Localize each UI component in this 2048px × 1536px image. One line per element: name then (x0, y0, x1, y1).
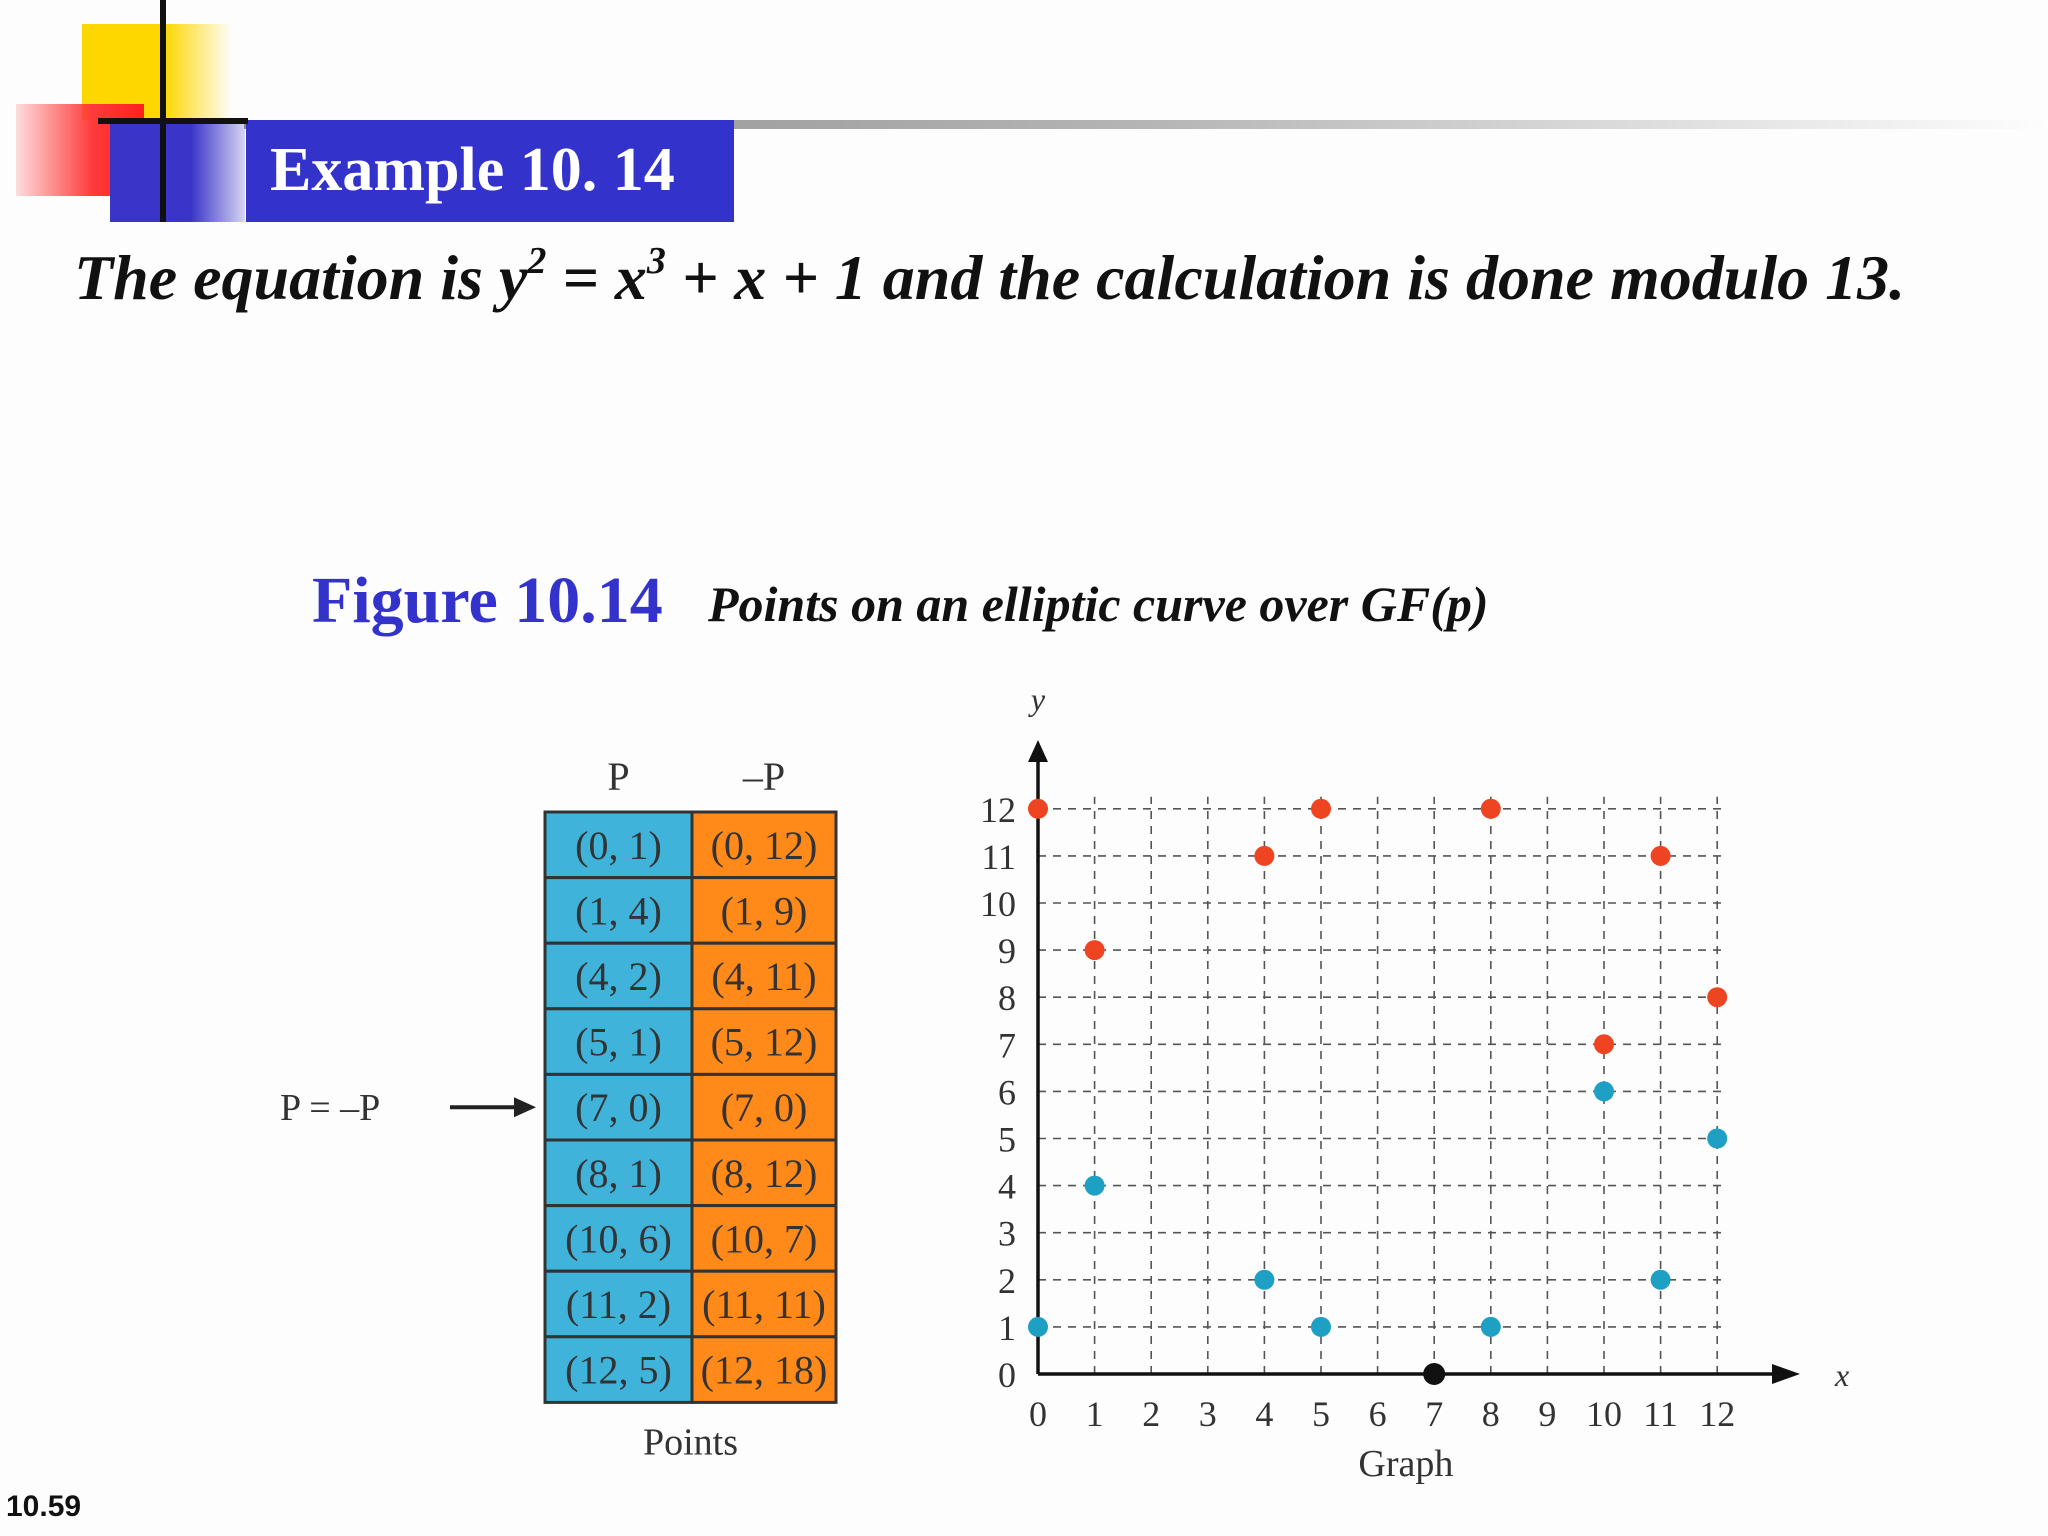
equation-mid: = x (546, 242, 647, 313)
x-tick-label: 0 (1029, 1394, 1047, 1434)
y-tick-label: 2 (998, 1260, 1016, 1301)
arrow-head (514, 1097, 536, 1117)
point-neg-p (1651, 846, 1671, 866)
table-cell-neg-p-text: (5, 12) (710, 1019, 818, 1065)
x-tick-label: 2 (1142, 1394, 1161, 1434)
y-tick-label: 8 (998, 978, 1016, 1019)
y-tick-label: 4 (998, 1166, 1016, 1207)
point-neg-p (1028, 799, 1048, 819)
y-tick-label: 9 (998, 931, 1016, 972)
point-neg-p (1707, 987, 1727, 1007)
table-cell-neg-p-text: (8, 12) (710, 1150, 818, 1196)
y-axis-arrow (1028, 740, 1048, 762)
table-cell-p-text: (10, 6) (565, 1216, 672, 1262)
x-tick-label: 9 (1538, 1394, 1557, 1434)
table-header-neg-p: –P (742, 754, 786, 799)
y-axis-label: y (1030, 681, 1046, 717)
table-cell-p-text: (12, 5) (565, 1347, 672, 1393)
points-graph (980, 681, 1849, 1485)
point-p (1707, 1129, 1727, 1149)
y-tick-label: 6 (998, 1072, 1016, 1113)
table-cell-p-text: (8, 1) (575, 1150, 662, 1196)
slide-number: 10.59 (6, 1490, 82, 1523)
y-tick-label: 0 (998, 1355, 1016, 1395)
point-neg-p (1311, 799, 1331, 819)
point-neg-p (1594, 1034, 1614, 1054)
figure-label: Figure 10.14 (312, 564, 663, 637)
table-cell-p-text: (1, 4) (575, 888, 662, 934)
table-cell-p-text: (4, 2) (575, 954, 662, 999)
equation-suffix: + x + 1 and the calculation is done modulo 13. (665, 242, 1906, 313)
figure-caption: Points on an elliptic curve over GF(p) (708, 576, 1489, 632)
point-neg-p (1254, 846, 1274, 866)
x-tick-label: 11 (1643, 1394, 1678, 1434)
arrow-label: P = –P (280, 1087, 381, 1130)
x-tick-label: 5 (1312, 1394, 1330, 1434)
x-axis-arrow (1772, 1364, 1800, 1384)
table-cell-p-text: (11, 2) (565, 1282, 672, 1327)
table-cell-neg-p-text: (1, 9) (720, 888, 808, 934)
point-p (1594, 1081, 1614, 1101)
point-p (1651, 1270, 1671, 1290)
table-cell-p-text: (0, 1) (575, 822, 662, 868)
y-tick-label: 11 (981, 836, 1016, 877)
slide-title: Example 10. 14 (270, 136, 675, 204)
point-neg-p (1481, 799, 1501, 819)
y-tick-label: 12 (980, 789, 1016, 830)
equation-exp-x: 3 (646, 239, 666, 282)
x-axis-label: x (1835, 1357, 1850, 1393)
x-tick-label: 10 (1586, 1394, 1622, 1434)
graph-caption: Graph (1358, 1443, 1454, 1485)
x-tick-label: 4 (1255, 1394, 1274, 1434)
table-cell-neg-p-text: (12, 18) (700, 1347, 828, 1393)
table-cell-p-text: (5, 1) (575, 1019, 662, 1065)
equation-prefix: The equation is y (74, 242, 528, 313)
x-tick-label: 7 (1425, 1394, 1444, 1434)
point-p (1028, 1317, 1048, 1337)
point-p (1481, 1317, 1501, 1337)
point-neg-p (1085, 940, 1105, 960)
point-p (1085, 1176, 1105, 1196)
equation-exp-y: 2 (527, 239, 547, 282)
table-cell-neg-p-text: (7, 0) (720, 1085, 808, 1131)
table-cell-neg-p-text: (11, 11) (702, 1282, 826, 1327)
table-caption: Points (642, 1421, 739, 1464)
x-tick-label: 8 (1481, 1394, 1500, 1434)
points-table (280, 754, 836, 1463)
x-tick-label: 1 (1085, 1394, 1104, 1434)
x-tick-label: 3 (1198, 1394, 1217, 1434)
y-tick-label: 10 (980, 884, 1016, 924)
table-cell-p-text: (7, 0) (575, 1085, 662, 1131)
point-p (1254, 1270, 1274, 1290)
table-header-p: P (607, 754, 630, 799)
point-self-inverse (1423, 1363, 1445, 1385)
y-tick-label: 3 (998, 1213, 1016, 1254)
x-tick-label: 6 (1368, 1394, 1387, 1434)
y-tick-label: 5 (998, 1119, 1016, 1160)
table-cell-neg-p-text: (10, 7) (710, 1216, 818, 1262)
x-tick-label: 12 (1699, 1394, 1736, 1434)
table-cell-neg-p-text: (4, 11) (711, 954, 817, 999)
y-tick-label: 1 (998, 1307, 1016, 1348)
y-tick-label: 7 (998, 1025, 1016, 1066)
point-p (1311, 1317, 1331, 1337)
table-cell-neg-p-text: (0, 12) (710, 822, 818, 868)
